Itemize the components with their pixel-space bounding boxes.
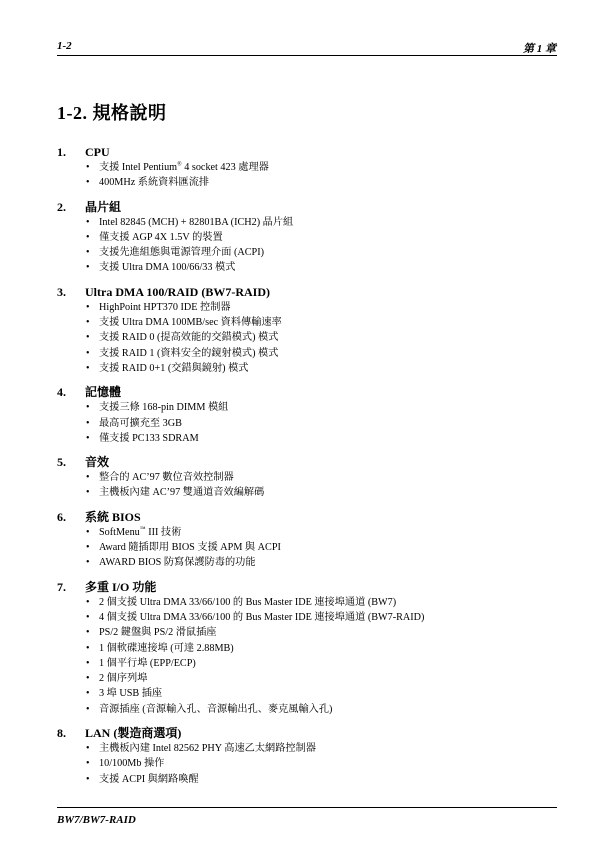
spec-section	[57, 509, 557, 571]
section-heading	[57, 454, 557, 470]
section-title: 音效	[85, 455, 110, 470]
spec-section	[57, 144, 557, 191]
section-number: 1.	[57, 145, 66, 159]
bullet-icon: •	[86, 627, 90, 639]
trademark-mark: ™	[139, 526, 146, 533]
bullet-icon: •	[86, 317, 90, 329]
spec-list	[85, 300, 557, 376]
spec-list-item: • SoftMenu™ III 技術	[85, 525, 557, 540]
section-number: 8.	[57, 726, 66, 741]
bullet-icon: •	[86, 417, 90, 429]
spec-list-item: • 支援 RAID 1 (資料安全的鏡射模式) 模式	[85, 346, 557, 361]
section-title: CPU	[85, 145, 110, 159]
bullet-icon: •	[86, 596, 90, 608]
spec-list-item: • Award 隨插即用 BIOS 支援 APM 與 ACPI	[85, 540, 557, 555]
spec-list-item: • 3 埠 USB 插座	[85, 686, 557, 701]
section-title: 晶片組	[85, 199, 122, 214]
bullet-icon: •	[86, 332, 90, 344]
bullet-icon: •	[86, 432, 90, 444]
bullet-icon: •	[86, 472, 90, 484]
spec-list-item: • 僅支援 AGP 4X 1.5V 的裝置	[85, 230, 557, 245]
spec-list-item: • Intel 82845 (MCH) + 82801BA (ICH2) 晶片組	[85, 215, 557, 230]
bullet-icon: •	[86, 542, 90, 554]
bullet-icon: •	[86, 642, 90, 654]
section-title: 系統 BIOS	[85, 509, 141, 524]
bullet-icon: •	[86, 301, 90, 313]
bullet-icon: •	[86, 162, 90, 173]
section-heading	[57, 284, 557, 300]
spec-list-item: • 支援 ACPI 與網路喚醒	[85, 772, 557, 787]
section-number: 4.	[57, 385, 66, 400]
spec-list-item: • AWARD BIOS 防寫保護防毒的功能	[85, 555, 557, 570]
spec-list	[85, 525, 557, 571]
spec-list-item: • PS/2 鍵盤與 PS/2 滑鼠插座	[85, 625, 557, 640]
section-number: 6.	[57, 509, 66, 524]
section-heading	[57, 509, 557, 525]
section-number: 3.	[57, 284, 66, 299]
section-title: 記憶體	[85, 385, 122, 400]
spec-list-item: • 支援先進組態與電源管理介面 (ACPI)	[85, 245, 557, 260]
spec-section	[57, 284, 557, 376]
spec-list-item: • 4 個支援 Ultra DMA 33/66/100 的 Bus Master IDE 連接埠通道 (BW7-RAID)	[85, 610, 557, 625]
bullet-icon: •	[86, 758, 90, 770]
bullet-icon: •	[86, 743, 90, 755]
spec-section	[57, 579, 557, 717]
section-heading	[57, 199, 557, 215]
spec-list	[85, 470, 557, 501]
spec-list	[85, 741, 557, 787]
spec-list-item: • 支援 Intel Pentium® 4 socket 423 處理器	[85, 160, 557, 175]
section-title: Ultra DMA 100/RAID (BW7-RAID)	[85, 284, 270, 299]
bullet-icon: •	[86, 177, 90, 189]
spec-section	[57, 454, 557, 501]
spec-list-item: • 支援三條 168-pin DIMM 模組	[85, 400, 557, 415]
spec-list-item: • 支援 Ultra DMA 100/66/33 模式	[85, 260, 557, 275]
spec-list-item: • 支援 RAID 0 (提高效能的交錯模式) 模式	[85, 330, 557, 345]
spec-list-item: • 最高可擴充至 3GB	[85, 416, 557, 431]
spec-list-item: • 支援 RAID 0+1 (交錯與鏡射) 模式	[85, 361, 557, 376]
spec-list-item: • 主機板內建 Intel 82562 PHY 高速乙太網路控制器	[85, 741, 557, 756]
bullet-icon: •	[86, 216, 90, 228]
bullet-icon: •	[86, 402, 90, 414]
bullet-icon: •	[86, 526, 90, 538]
section-heading	[57, 725, 557, 741]
spec-list-item: • 400MHz 系統資料匯流排	[85, 175, 557, 190]
bullet-icon: •	[86, 487, 90, 499]
bullet-icon: •	[86, 347, 90, 359]
bullet-icon: •	[86, 773, 90, 785]
footer-model: BW7/BW7-RAID	[57, 814, 136, 826]
spec-list-item: • 僅支援 PC133 SDRAM	[85, 431, 557, 446]
spec-list-item: • 整合的 AC’97 數位音效控制器	[85, 470, 557, 485]
spec-list-item: • 2 個序列埠	[85, 671, 557, 686]
bullet-icon: •	[86, 611, 90, 623]
spec-section	[57, 725, 557, 787]
spec-section	[57, 199, 557, 276]
section-number: 5.	[57, 455, 66, 470]
header-page-number: 1-2	[57, 40, 72, 52]
section-heading	[57, 144, 557, 160]
section-heading	[57, 384, 557, 400]
section-number: 7.	[57, 579, 66, 594]
bullet-icon: •	[86, 262, 90, 274]
spec-list-item: • 音源插座 (音源輸入孔、音源輸出孔、麥克風輸入孔)	[85, 702, 557, 717]
section-heading	[57, 579, 557, 595]
spec-list-item: • 1 個平行埠 (EPP/ECP)	[85, 656, 557, 671]
section-title: 多重 I/O 功能	[85, 579, 157, 594]
spec-list-item: • 主機板內建 AC’97 雙通道音效編解碼	[85, 485, 557, 500]
bullet-icon: •	[86, 362, 90, 374]
bullet-icon: •	[86, 688, 90, 700]
section-number: 2.	[57, 199, 66, 214]
bullet-icon: •	[86, 703, 90, 715]
bullet-icon: •	[86, 557, 90, 569]
spec-list-item: • 2 個支援 Ultra DMA 33/66/100 的 Bus Master IDE 連接埠通道 (BW7)	[85, 595, 557, 610]
trademark-mark: ®	[177, 161, 182, 168]
spec-list	[85, 160, 557, 191]
bullet-icon: •	[86, 247, 90, 259]
section-title: LAN (製造商選項)	[85, 726, 182, 741]
spec-list-item: • 1 個軟碟連接埠 (可達 2.88MB)	[85, 641, 557, 656]
bullet-icon: •	[86, 231, 90, 243]
spec-section	[57, 384, 557, 446]
spec-list	[85, 215, 557, 276]
bullet-icon: •	[86, 657, 90, 669]
page-title: 1-2. 規格說明	[57, 103, 167, 123]
header-rule	[57, 55, 557, 56]
spec-list-item: • 10/100Mb 操作	[85, 756, 557, 771]
spec-list	[85, 400, 557, 446]
header-chapter: 第 1 章	[523, 43, 556, 55]
spec-list	[85, 595, 557, 717]
spec-list-item: • 支援 Ultra DMA 100MB/sec 資料傳輸速率	[85, 315, 557, 330]
spec-list-item: • HighPoint HPT370 IDE 控制器	[85, 300, 557, 315]
bullet-icon: •	[86, 673, 90, 685]
spec-content	[57, 144, 557, 787]
footer-rule	[57, 807, 557, 808]
